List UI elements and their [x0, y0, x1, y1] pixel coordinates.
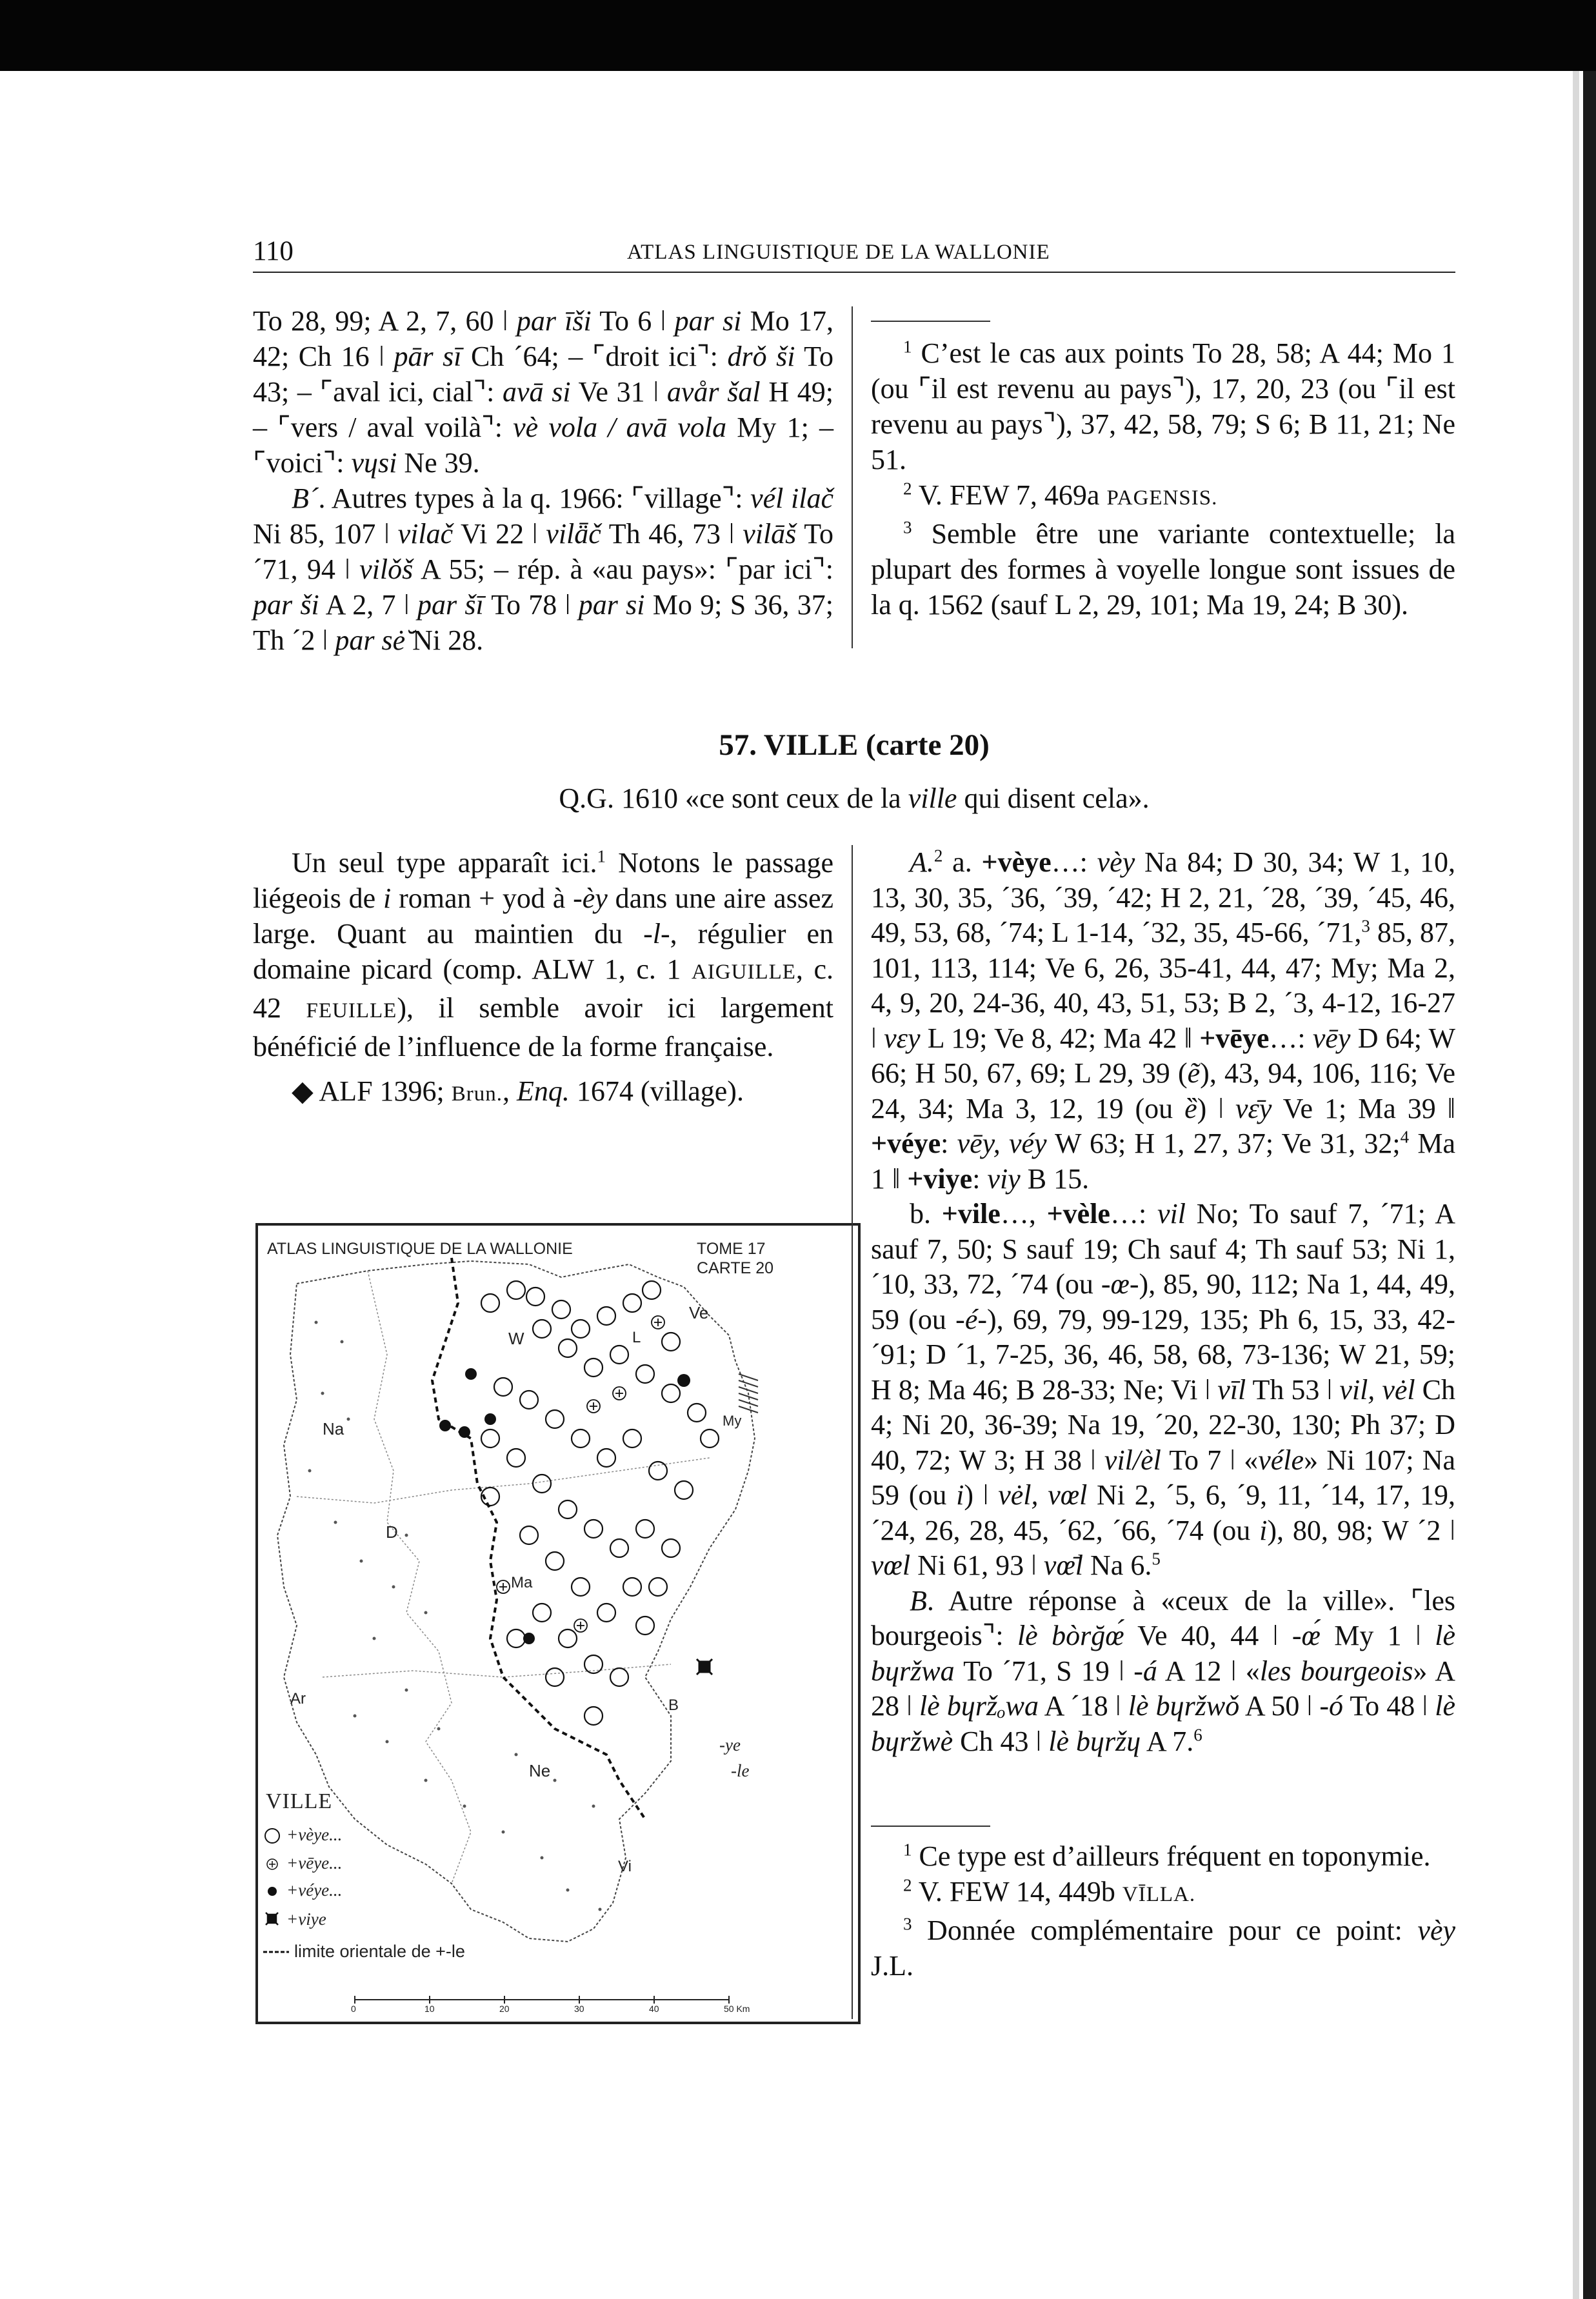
internal-boundary [368, 1271, 471, 1884]
footnote-2: $^2$ V. FEW 7, 469a PAGENSIS. [903, 479, 1218, 511]
region-label: Vi [618, 1858, 632, 1875]
top-left-paragraph-2: B´. Autres types à la q. 1966: ⌜village⌝: vél ilač Ni 85, 107 ǀ vilač Vi 22 ǀ vilǟč Th 46, 73 ǀ vilāš To ´71, 94 ǀ vilǒš A 55; – rép. à «au pays»: ⌜par ici⌝: par ši A 2, 7 ǀ par šī To 78 ǀ par si Mo 9; S 36, 37; Th ´2 ǀ par sė̆ Ni 28. [253, 483, 834, 656]
isogloss-line [432, 1258, 645, 1819]
region-label: Ne [529, 1761, 551, 1780]
map-header-tome: TOME 17 [697, 1240, 766, 1258]
left-body-paragraph-1: Un seul type apparaît ici.$^1$ Notons le passage liégeois de i roman + yod à -èy dans une aire assez large. Quant au maintien du -l-, régulier en domaine picard (comp. ALW 1, c. 1 AIGUILLE, c. 42 FEUILLE), il semble avoir ici largement bénéficié de l’influence de la forme française. [253, 846, 834, 1062]
region-label: Ar [290, 1690, 306, 1707]
map-header-left: ATLAS LINGUISTIQUE DE LA WALLONIE [267, 1240, 573, 1258]
region-label: W [508, 1329, 524, 1348]
scale-label: 30 [574, 2004, 584, 2014]
map-graphic [258, 1226, 858, 2022]
top-left-paragraph-1: To 28, 99; A 2, 7, 60 ǀ par īši To 6 ǀ par si Mo 17, 42; Ch 16 ǀ pār sī Ch ´64; – ⌜droit ici⌝: drǒ ši To 43; – ⌜aval ici, cial⌝: avā si Ve 31 ǀ avår šal H 49; – ⌜vers / aval voilà⌝: vè vola / avā vola My 1; – ⌜voici⌝: vɥsi Ne 39. [253, 305, 834, 479]
top-right-footnotes [871, 335, 1455, 622]
right-body-paragraph-b: b. +vile…, +vèle…: vil No; To sauf 7, ´71; A sauf 7, 50; S sauf 19; Ch sauf 4; Th sauf 53; Ni 1, ´10, 33, 72, ´74 (ou -œ-), 85, 90, 112; Na 1, 44, 49, 59 (ou -é-), 69, 79, 99-129, 135; Ph 6, 15, 33, 42-´91; D ´1, 7-25, 36, 46, 58, 68, 73-136; W 21, 59; H 8; Ma 46; B 28-33; Ne; Vi ǀ vīl Th 53 ǀ vil, vėl Ch 4; Ni 20, 36-39; Na 19, ´20, 22-30, 130; Ph 37; D 40, 72; W 3; H 38 ǀ vil/èl To 7 ǀ «véle» Ni 107; Na 59 (ou i) ǀ vėl, vœl Ni 2, ´5, 6, ´9, 11, ´14, 17, 19, ´24, 26, 28, 45, ´62, ´66, ´74 (ou i), 80, 98; W ´2 ǀ vœl Ni 61, 93 ǀ vœ̄l Na 6.$^5$ [871, 1198, 1456, 1581]
legend-label: +viye [286, 1909, 326, 1929]
left-body-column [253, 845, 833, 1112]
region-label: L [632, 1329, 641, 1346]
map-header-carte: CARTE 20 [697, 1259, 774, 1277]
right-body-column [871, 845, 1455, 1759]
symbol-group-veye-closed [439, 1368, 690, 1644]
scale-label: 0 [351, 2004, 356, 2014]
bottom-right-footnotes [871, 1838, 1455, 1984]
region-label: Ve [689, 1303, 709, 1322]
legend-label: +véye... [286, 1880, 343, 1900]
top-footnote-rule [871, 321, 990, 322]
bottom-footnote-rule [871, 1826, 990, 1827]
bottom-column-divider [852, 845, 853, 2019]
legend-line-label: limite orientale de +-le [294, 1942, 465, 1961]
point-markers [308, 1321, 602, 1911]
region-label: Na [323, 1419, 344, 1438]
running-title: ATLAS LINGUISTIQUE DE LA WALLONIE [627, 241, 1050, 264]
scale-bar [355, 1996, 729, 2004]
footnote-3: $^3$ Semble être une variante contextuelle; la plupart des formes à voyelle longue sont issues de la q. 1562 (sauf L 2, 29, 101; Ma 19, 24; B 30). [871, 517, 1455, 621]
footnote-1: $^1$ Ce type est d’ailleurs fréquent en toponymie. [903, 1840, 1431, 1872]
section-title: 57. VILLE (carte 20) [719, 728, 990, 762]
page-number: 110 [253, 236, 294, 266]
section-question: Q.G. 1610 «ce sont ceux de la ville qui disent cela». [559, 782, 1150, 814]
footnote-3: $^3$ Donnée complémentaire pour ce point: vèy J.L. [871, 1914, 1456, 1982]
scale-label: 20 [499, 2004, 510, 2014]
region-label: Ma [511, 1574, 533, 1591]
scan-right-shadow [1573, 71, 1579, 2299]
scan-right-border [1583, 71, 1596, 2299]
isogloss-label-le: -le [731, 1761, 750, 1780]
symbol-viye [697, 1659, 712, 1675]
top-left-column [253, 303, 833, 658]
legend-circle-icon [265, 1829, 279, 1843]
legend-label: +vèye... [286, 1825, 343, 1844]
internal-boundary [323, 1664, 671, 1677]
footnote-1: $^1$ C’est le cas aux points To 28, 58; A 44; Mo 1 (ou ⌜il est revenu au pays⌝), 17, 20, 23 (ou ⌜il est revenu au pays⌝), 37, 42, 58, 79; S 6; B 11, 21; Ne 51. [871, 337, 1456, 475]
scale-label: 50 Km [724, 2004, 750, 2014]
region-outline [277, 1261, 755, 1942]
internal-boundary [297, 1458, 710, 1503]
legend-filled-dot-icon [268, 1887, 277, 1896]
left-body-paragraph-2: ◆ ALF 1396; Brun., Enq. 1674 (village). [292, 1075, 744, 1107]
scale-label: 40 [649, 2004, 659, 2014]
region-label: D [386, 1522, 398, 1542]
dialect-map [255, 1223, 861, 2024]
region-label: B [668, 1697, 679, 1714]
map-legend-title: VILLE [266, 1789, 333, 1813]
scan-top-border [0, 0, 1596, 71]
right-body-paragraph-c: B. Autre réponse à «ceux de la ville». ⌜les bourgeois⌝: lè bòrğœ́ Ve 40, 44 ǀ -œ́ My 1 ǀ lè bɥržwa To ´71, S 19 ǀ -á A 12 ǀ «les bourgeois» A 28 ǀ lè bɥržₒwa A ´18 ǀ lè bɥržwǒ A 50 ǀ -ó To 48 ǀ lè bɥržwè Ch 43 ǀ lè bɥržɥ A 7.$^6$ [871, 1584, 1455, 1757]
top-column-divider [852, 306, 853, 648]
isogloss-label-ye: -ye [719, 1735, 741, 1755]
legend-label: +vēye... [286, 1853, 343, 1873]
running-header [253, 235, 1455, 273]
scale-label: 10 [424, 2004, 435, 2014]
legend-viye-icon [266, 1913, 278, 1925]
region-label: My [723, 1413, 742, 1429]
right-body-paragraph-a: A.$^2$ a. +vèye…: vèy Na 84; D 30, 34; W 1, 10, 13, 30, 35, ´36, ´39, ´42; H 2, 21, ´28, ´39, ´45, 46, 49, 53, 68, ´74; L 1-14, ´32, 35, 45-66, ´71,$^3$ 85, 87, 101, 113, 114; Ve 6, 26, 35-41, 44, 47; My; Ma 2, 4, 9, 20, 24-36, 40, 43, 51, 53; B 2, ´3, 4-12, 16-27 ǀ vɛy L 19; Ve 8, 42; Ma 42 ǁ +vēye…: vēy D 64; W 66; H 50, 67, 69; L 29, 39 (ẽ), 43, 94, 106, 116; Ve 24, 34; Ma 3, 12, 19 (ou ȅ) ǀ vɛ̄y Ve 1; Ma 39 ǁ +véye: vēy, véy W 63; H 1, 27, 37; Ve 31, 32;$^4$ Ma 1 ǁ +viye: viy B 15. [871, 846, 1456, 1195]
footnote-2: $^2$ V. FEW 14, 449b VĪLLA. [903, 1875, 1196, 1907]
